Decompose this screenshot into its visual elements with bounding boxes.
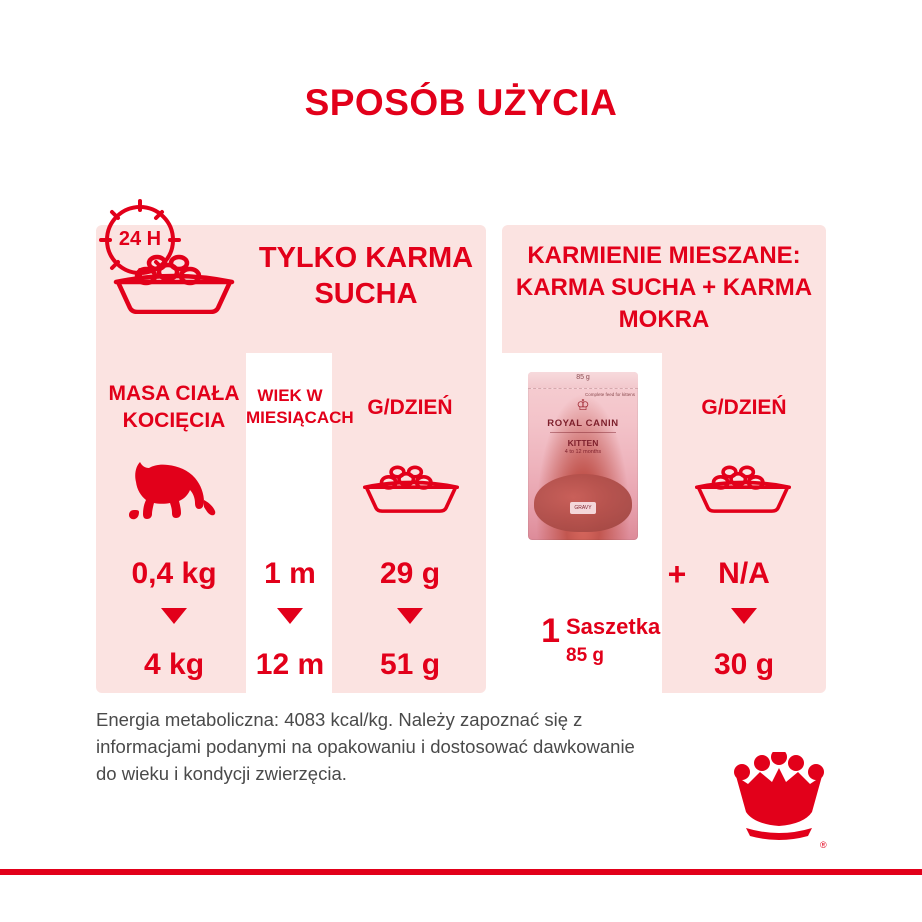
dry-food-bowl-icon — [692, 460, 794, 521]
pouch-sub-label: 4 to 12 months — [564, 449, 602, 455]
mixed-grams-to-value: 30 g — [713, 648, 775, 681]
pouch-weight-label: 85 g — [576, 374, 590, 381]
dry-food-bowl-icon — [360, 460, 462, 521]
footnote-text: Energia metaboliczna: 4083 kcal/kg. Należy zapoznać się z informacjami podanymi na opakowaniu i dostosować dawkowanie do wieku i kondycji zwierzęcia. — [96, 709, 635, 784]
wet-food-pouch-image — [528, 372, 638, 540]
mixed-feeding-heading: KARMIENIE MIESZANE: KARMA SUCHA + KARMA MOKRA — [515, 242, 813, 333]
age-from-value: 1 m — [264, 557, 316, 590]
bottom-divider — [0, 869, 922, 875]
svg-text:®: ® — [820, 840, 827, 850]
plus-icon: + — [667, 556, 687, 592]
sachet-label: Saszetka — [566, 614, 661, 639]
pouch-side-text: Complete feed for kittens — [584, 392, 635, 397]
clock-label: 24 H — [118, 228, 162, 250]
dry-food-heading: TYLKO KARMA SUCHA — [258, 242, 474, 310]
dry-grams-from-value: 29 g — [379, 557, 441, 590]
grams-per-day-label-mixed: G/DZIEŃ — [701, 396, 787, 419]
sachet-count-value: 1 — [541, 612, 560, 650]
arrow-down-icon — [397, 608, 423, 624]
royal-canin-crown-icon: ♔ — [576, 397, 590, 414]
arrow-down-icon — [731, 608, 757, 624]
weight-column-label: MASA CIAŁA KOCIĘCIA — [108, 382, 240, 432]
age-column-label: WIEK W MIESIĄCACH — [246, 386, 354, 427]
weight-from-value: 0,4 kg — [131, 557, 217, 590]
dry-grams-to-value: 51 g — [379, 648, 441, 681]
mixed-grams-from-value: N/A — [718, 557, 770, 590]
arrow-down-icon — [277, 608, 303, 624]
arrow-down-icon — [161, 608, 187, 624]
pouch-range-label: KITTEN — [567, 438, 599, 448]
dog-bowl-icon — [110, 252, 238, 319]
pouch-divider — [550, 432, 616, 433]
age-to-value: 12 m — [255, 648, 325, 681]
page-title: SPOSÓB UŻYCIA — [304, 82, 618, 123]
weight-to-value: 4 kg — [143, 648, 205, 681]
royal-canin-logo — [724, 752, 834, 852]
pouch-tag-label: GRAVY — [570, 502, 596, 514]
sachet-weight-value: 85 g — [566, 645, 605, 666]
pouch-brand-label: ROYAL CANIN — [547, 418, 619, 429]
grams-per-day-label-dry: G/DZIEŃ — [367, 396, 453, 419]
kitten-silhouette-icon — [118, 452, 228, 529]
